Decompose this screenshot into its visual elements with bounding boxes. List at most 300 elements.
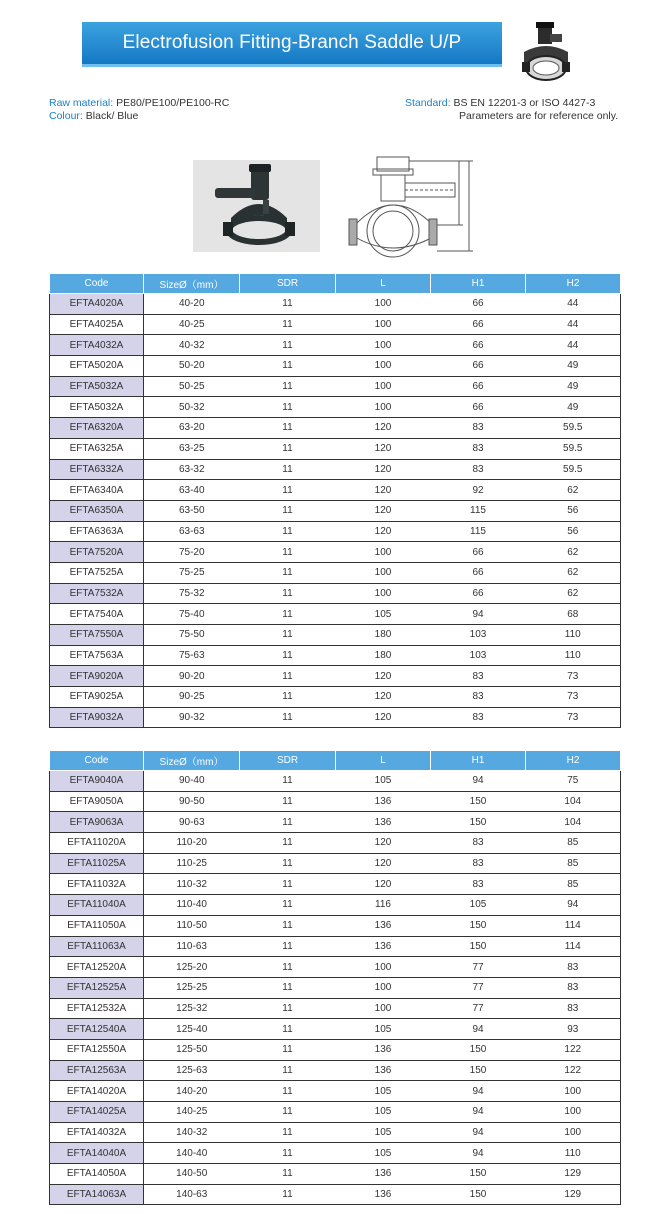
- cell-sdr: 11: [240, 707, 336, 728]
- table-row: [50, 998, 621, 1019]
- cell-h2: 59.5: [526, 438, 621, 459]
- cell-size: 90-25: [144, 687, 240, 708]
- col-sdr: SDR: [240, 274, 336, 294]
- cell-code: EFTA9040A: [50, 771, 144, 792]
- cell-size: 90-40: [144, 771, 240, 792]
- raw-material-value: PE80/PE100/PE100-RC: [116, 97, 230, 109]
- cell-size: 50-32: [144, 397, 240, 418]
- cell-sdr: 11: [240, 936, 336, 957]
- cell-l: 120: [336, 459, 431, 480]
- cell-h1: 83: [431, 459, 526, 480]
- col-h1: H1: [431, 274, 526, 294]
- table-row: [50, 397, 621, 418]
- cell-size: 63-50: [144, 500, 240, 521]
- title-banner: [82, 22, 502, 64]
- cell-code: EFTA6332A: [50, 459, 144, 480]
- cell-code: EFTA12563A: [50, 1060, 144, 1081]
- cell-code: EFTA9063A: [50, 812, 144, 833]
- cell-sdr: 11: [240, 791, 336, 812]
- cell-code: EFTA6350A: [50, 500, 144, 521]
- cell-sdr: 11: [240, 1184, 336, 1205]
- cell-h1: 83: [431, 874, 526, 895]
- cell-h1: 66: [431, 294, 526, 315]
- cell-size: 63-63: [144, 521, 240, 542]
- cell-size: 140-20: [144, 1081, 240, 1102]
- table-row: [50, 459, 621, 480]
- col-code: Code: [50, 751, 144, 771]
- table-row: [50, 480, 621, 501]
- table-row: [50, 625, 621, 646]
- table-row: [50, 1039, 621, 1060]
- cell-h2: 62: [526, 542, 621, 563]
- col-h2: H2: [526, 274, 621, 294]
- cell-code: EFTA5020A: [50, 356, 144, 377]
- cell-h1: 94: [431, 1081, 526, 1102]
- cell-code: EFTA14050A: [50, 1164, 144, 1185]
- cell-l: 100: [336, 957, 431, 978]
- cell-code: EFTA14020A: [50, 1081, 144, 1102]
- cell-h1: 83: [431, 438, 526, 459]
- cell-h2: 62: [526, 583, 621, 604]
- col-l: L: [336, 274, 431, 294]
- standard-value: BS EN 12201-3 or ISO 4427-3: [453, 97, 596, 109]
- reference-note: Parameters are for reference only.: [459, 110, 619, 122]
- table-row: [50, 707, 621, 728]
- cell-sdr: 11: [240, 294, 336, 315]
- standard-label: Standard:: [405, 97, 451, 109]
- cell-h1: 77: [431, 977, 526, 998]
- cell-h1: 150: [431, 1039, 526, 1060]
- cell-code: EFTA9020A: [50, 666, 144, 687]
- cell-h2: 85: [526, 833, 621, 854]
- cell-h2: 73: [526, 666, 621, 687]
- page-title: Electrofusion Fitting-Branch Saddle U/P: [122, 32, 462, 53]
- cell-size: 125-20: [144, 957, 240, 978]
- col-code: Code: [50, 274, 144, 294]
- table-row: [50, 833, 621, 854]
- cell-sdr: 11: [240, 500, 336, 521]
- cell-l: 100: [336, 314, 431, 335]
- cell-l: 100: [336, 335, 431, 356]
- cell-h2: 114: [526, 915, 621, 936]
- cell-code: EFTA7525A: [50, 562, 144, 583]
- cell-sdr: 11: [240, 1060, 336, 1081]
- cell-h1: 94: [431, 1102, 526, 1123]
- table-row: [50, 500, 621, 521]
- cell-size: 125-32: [144, 998, 240, 1019]
- cell-size: 75-40: [144, 604, 240, 625]
- cell-h2: 110: [526, 1143, 621, 1164]
- cell-h1: 105: [431, 895, 526, 916]
- cell-h2: 56: [526, 521, 621, 542]
- cell-h1: 94: [431, 1019, 526, 1040]
- cell-h1: 83: [431, 666, 526, 687]
- cell-h2: 83: [526, 998, 621, 1019]
- cell-size: 40-32: [144, 335, 240, 356]
- cell-l: 105: [336, 771, 431, 792]
- cell-code: EFTA11025A: [50, 853, 144, 874]
- cell-h1: 150: [431, 812, 526, 833]
- cell-l: 120: [336, 418, 431, 439]
- cell-size: 90-50: [144, 791, 240, 812]
- cell-sdr: 11: [240, 771, 336, 792]
- cell-h1: 77: [431, 998, 526, 1019]
- technical-drawing: [347, 155, 479, 261]
- cell-sdr: 11: [240, 812, 336, 833]
- cell-l: 136: [336, 1184, 431, 1205]
- cell-code: EFTA11032A: [50, 874, 144, 895]
- cell-sdr: 11: [240, 459, 336, 480]
- cell-h2: 114: [526, 936, 621, 957]
- cell-h2: 100: [526, 1102, 621, 1123]
- cell-sdr: 11: [240, 356, 336, 377]
- cell-l: 120: [336, 853, 431, 874]
- cell-h1: 83: [431, 853, 526, 874]
- cell-h2: 62: [526, 480, 621, 501]
- table-body: [50, 771, 621, 1205]
- table-row: [50, 874, 621, 895]
- table-row: [50, 666, 621, 687]
- cell-sdr: 11: [240, 1081, 336, 1102]
- cell-h2: 59.5: [526, 459, 621, 480]
- cell-h2: 44: [526, 294, 621, 315]
- cell-l: 105: [336, 1122, 431, 1143]
- cell-sdr: 11: [240, 645, 336, 666]
- table-body: [50, 294, 621, 728]
- cell-code: EFTA9050A: [50, 791, 144, 812]
- cell-code: EFTA14025A: [50, 1102, 144, 1123]
- cell-size: 125-25: [144, 977, 240, 998]
- cell-l: 100: [336, 542, 431, 563]
- cell-h2: 122: [526, 1039, 621, 1060]
- cell-h1: 66: [431, 542, 526, 563]
- cell-h1: 94: [431, 604, 526, 625]
- cell-l: 120: [336, 500, 431, 521]
- cell-l: 180: [336, 645, 431, 666]
- table-row: [50, 1143, 621, 1164]
- cell-l: 105: [336, 1143, 431, 1164]
- cell-code: EFTA6320A: [50, 418, 144, 439]
- cell-code: EFTA11040A: [50, 895, 144, 916]
- cell-h2: 110: [526, 625, 621, 646]
- table-header-row: [50, 751, 621, 771]
- cell-l: 180: [336, 625, 431, 646]
- banner-underline: [82, 64, 502, 67]
- cell-code: EFTA11050A: [50, 915, 144, 936]
- cell-h1: 150: [431, 915, 526, 936]
- cell-h1: 66: [431, 397, 526, 418]
- table-row: [50, 1081, 621, 1102]
- cell-code: EFTA12525A: [50, 977, 144, 998]
- cell-code: EFTA12520A: [50, 957, 144, 978]
- cell-l: 120: [336, 833, 431, 854]
- cell-size: 140-63: [144, 1184, 240, 1205]
- col-sdr: SDR: [240, 751, 336, 771]
- cell-h2: 73: [526, 707, 621, 728]
- table-row: [50, 915, 621, 936]
- table-row: [50, 335, 621, 356]
- cell-h2: 75: [526, 771, 621, 792]
- cell-sdr: 11: [240, 957, 336, 978]
- cell-h1: 66: [431, 335, 526, 356]
- cell-size: 75-25: [144, 562, 240, 583]
- cell-l: 120: [336, 480, 431, 501]
- cell-size: 75-50: [144, 625, 240, 646]
- cell-size: 90-20: [144, 666, 240, 687]
- standard-info: [405, 97, 618, 123]
- cell-sdr: 11: [240, 915, 336, 936]
- cell-sdr: 11: [240, 1122, 336, 1143]
- cell-h2: 44: [526, 335, 621, 356]
- cell-l: 105: [336, 604, 431, 625]
- table-row: [50, 645, 621, 666]
- cell-l: 100: [336, 294, 431, 315]
- cell-h2: 85: [526, 874, 621, 895]
- cell-h1: 150: [431, 1184, 526, 1205]
- cell-l: 105: [336, 1019, 431, 1040]
- cell-sdr: 11: [240, 438, 336, 459]
- table-row: [50, 542, 621, 563]
- cell-h2: 73: [526, 687, 621, 708]
- cell-h1: 83: [431, 833, 526, 854]
- cell-sdr: 11: [240, 977, 336, 998]
- cell-sdr: 11: [240, 521, 336, 542]
- cell-sdr: 11: [240, 687, 336, 708]
- cell-size: 110-25: [144, 853, 240, 874]
- table-row: [50, 294, 621, 315]
- cell-code: EFTA12550A: [50, 1039, 144, 1060]
- cell-h2: 93: [526, 1019, 621, 1040]
- table-row: [50, 812, 621, 833]
- cell-size: 50-25: [144, 376, 240, 397]
- cell-h1: 115: [431, 521, 526, 542]
- cell-sdr: 11: [240, 314, 336, 335]
- cell-h2: 129: [526, 1164, 621, 1185]
- cell-l: 100: [336, 998, 431, 1019]
- cell-h2: 83: [526, 957, 621, 978]
- cell-code: EFTA12532A: [50, 998, 144, 1019]
- cell-h1: 103: [431, 645, 526, 666]
- col-size: SizeØ（mm）: [144, 274, 240, 294]
- cell-size: 50-20: [144, 356, 240, 377]
- cell-h2: 104: [526, 791, 621, 812]
- cell-h1: 150: [431, 1164, 526, 1185]
- cell-l: 120: [336, 874, 431, 895]
- material-info: [49, 97, 229, 123]
- table-row: [50, 791, 621, 812]
- cell-h1: 150: [431, 1060, 526, 1081]
- cell-sdr: 11: [240, 562, 336, 583]
- cell-size: 140-40: [144, 1143, 240, 1164]
- table-row: [50, 418, 621, 439]
- cell-code: EFTA4025A: [50, 314, 144, 335]
- cell-code: EFTA14032A: [50, 1122, 144, 1143]
- cell-size: 40-20: [144, 294, 240, 315]
- cell-sdr: 11: [240, 480, 336, 501]
- cell-h2: 56: [526, 500, 621, 521]
- cell-h1: 92: [431, 480, 526, 501]
- cell-sdr: 11: [240, 1164, 336, 1185]
- cell-h1: 83: [431, 707, 526, 728]
- cell-h1: 77: [431, 957, 526, 978]
- table-header-row: [50, 274, 621, 294]
- cell-size: 140-50: [144, 1164, 240, 1185]
- cell-h2: 62: [526, 562, 621, 583]
- cell-size: 125-50: [144, 1039, 240, 1060]
- cell-h2: 68: [526, 604, 621, 625]
- cell-h1: 66: [431, 376, 526, 397]
- cell-size: 110-40: [144, 895, 240, 916]
- cell-code: EFTA7520A: [50, 542, 144, 563]
- cell-sdr: 11: [240, 853, 336, 874]
- table-row: [50, 853, 621, 874]
- cell-sdr: 11: [240, 583, 336, 604]
- cell-l: 120: [336, 521, 431, 542]
- table-row: [50, 1184, 621, 1205]
- cell-l: 136: [336, 915, 431, 936]
- col-h1: H1: [431, 751, 526, 771]
- cell-sdr: 11: [240, 998, 336, 1019]
- cell-h1: 83: [431, 418, 526, 439]
- cell-size: 63-40: [144, 480, 240, 501]
- cell-size: 140-25: [144, 1102, 240, 1123]
- cell-code: EFTA7563A: [50, 645, 144, 666]
- cell-h1: 103: [431, 625, 526, 646]
- cell-size: 110-50: [144, 915, 240, 936]
- cell-sdr: 11: [240, 833, 336, 854]
- cell-h1: 66: [431, 356, 526, 377]
- cell-h1: 94: [431, 1143, 526, 1164]
- cell-h1: 150: [431, 791, 526, 812]
- cell-h2: 104: [526, 812, 621, 833]
- table-row: [50, 1122, 621, 1143]
- table-row: [50, 1019, 621, 1040]
- cell-h1: 66: [431, 314, 526, 335]
- cell-size: 63-32: [144, 459, 240, 480]
- cell-sdr: 11: [240, 376, 336, 397]
- cell-code: EFTA6325A: [50, 438, 144, 459]
- cell-code: EFTA4020A: [50, 294, 144, 315]
- cell-code: EFTA5032A: [50, 376, 144, 397]
- cell-l: 136: [336, 936, 431, 957]
- cell-l: 120: [336, 687, 431, 708]
- table-row: [50, 604, 621, 625]
- cell-size: 75-63: [144, 645, 240, 666]
- cell-code: EFTA6363A: [50, 521, 144, 542]
- col-size: SizeØ（mm）: [144, 751, 240, 771]
- cell-h1: 115: [431, 500, 526, 521]
- cell-code: EFTA4032A: [50, 335, 144, 356]
- cell-size: 63-20: [144, 418, 240, 439]
- cell-h1: 83: [431, 687, 526, 708]
- cell-h2: 49: [526, 376, 621, 397]
- cell-l: 100: [336, 356, 431, 377]
- cell-size: 110-20: [144, 833, 240, 854]
- cell-l: 136: [336, 812, 431, 833]
- cell-sdr: 11: [240, 1143, 336, 1164]
- cell-h2: 49: [526, 356, 621, 377]
- cell-code: EFTA14040A: [50, 1143, 144, 1164]
- table-row: [50, 977, 621, 998]
- cell-l: 105: [336, 1081, 431, 1102]
- colour-label: Colour:: [49, 110, 83, 122]
- cell-size: 90-32: [144, 707, 240, 728]
- cell-l: 100: [336, 977, 431, 998]
- table-row: [50, 936, 621, 957]
- cell-l: 100: [336, 397, 431, 418]
- table-row: [50, 1102, 621, 1123]
- cell-sdr: 11: [240, 1019, 336, 1040]
- cell-size: 63-25: [144, 438, 240, 459]
- cell-size: 110-32: [144, 874, 240, 895]
- cell-sdr: 11: [240, 895, 336, 916]
- cell-code: EFTA9025A: [50, 687, 144, 708]
- col-h2: H2: [526, 751, 621, 771]
- cell-size: 125-40: [144, 1019, 240, 1040]
- cell-sdr: 11: [240, 1039, 336, 1060]
- cell-h2: 59.5: [526, 418, 621, 439]
- cell-h2: 94: [526, 895, 621, 916]
- cell-code: EFTA7532A: [50, 583, 144, 604]
- cell-l: 116: [336, 895, 431, 916]
- cell-h2: 100: [526, 1122, 621, 1143]
- cell-h2: 122: [526, 1060, 621, 1081]
- cell-h2: 100: [526, 1081, 621, 1102]
- cell-l: 136: [336, 791, 431, 812]
- cell-sdr: 11: [240, 1102, 336, 1123]
- cell-code: EFTA11063A: [50, 936, 144, 957]
- cell-size: 110-63: [144, 936, 240, 957]
- saddle-fitting-icon: [520, 22, 572, 84]
- cell-sdr: 11: [240, 418, 336, 439]
- table-row: [50, 314, 621, 335]
- cell-h2: 110: [526, 645, 621, 666]
- table-row: [50, 1060, 621, 1081]
- cell-code: EFTA11020A: [50, 833, 144, 854]
- cell-h2: 44: [526, 314, 621, 335]
- colour-value: Black/ Blue: [85, 110, 139, 122]
- spec-table-1: [49, 273, 621, 728]
- cell-size: 75-32: [144, 583, 240, 604]
- cell-sdr: 11: [240, 542, 336, 563]
- cell-l: 100: [336, 562, 431, 583]
- cell-sdr: 11: [240, 666, 336, 687]
- cell-l: 120: [336, 707, 431, 728]
- cell-h1: 94: [431, 771, 526, 792]
- cell-sdr: 11: [240, 335, 336, 356]
- cell-size: 140-32: [144, 1122, 240, 1143]
- raw-material-label: Raw material:: [49, 97, 114, 109]
- cell-l: 136: [336, 1060, 431, 1081]
- col-l: L: [336, 751, 431, 771]
- product-photo: [193, 160, 320, 252]
- table-row: [50, 895, 621, 916]
- cell-size: 90-63: [144, 812, 240, 833]
- cell-l: 100: [336, 583, 431, 604]
- table-row: [50, 687, 621, 708]
- cell-h2: 85: [526, 853, 621, 874]
- table-row: [50, 1164, 621, 1185]
- cell-h1: 66: [431, 583, 526, 604]
- table-row: [50, 771, 621, 792]
- cell-code: EFTA14063A: [50, 1184, 144, 1205]
- cell-sdr: 11: [240, 397, 336, 418]
- cell-size: 75-20: [144, 542, 240, 563]
- spec-table-2: [49, 750, 621, 1205]
- cell-sdr: 11: [240, 604, 336, 625]
- cell-l: 105: [336, 1102, 431, 1123]
- table-row: [50, 356, 621, 377]
